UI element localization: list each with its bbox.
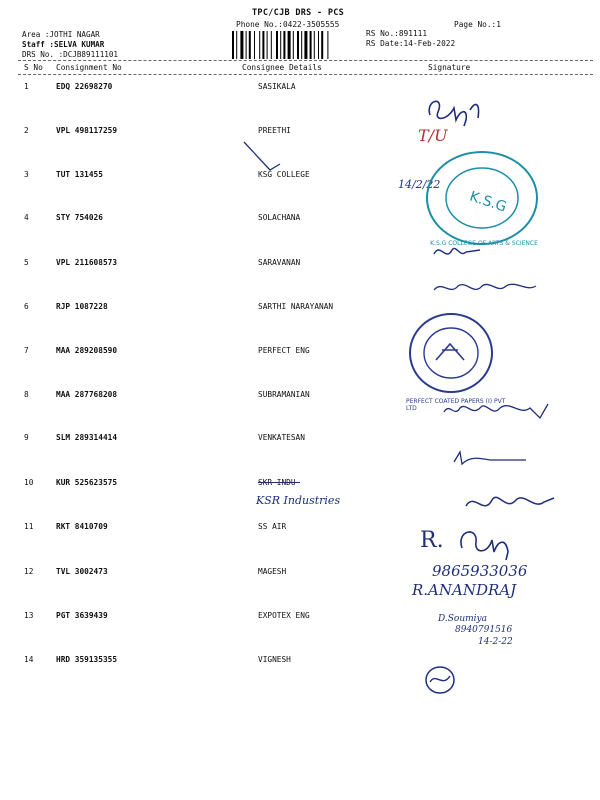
row-sno: 6 bbox=[24, 302, 29, 311]
company-stamp-text: PERFECT COATED PAPERS (I) PVT LTD bbox=[406, 398, 506, 412]
signature-scribble bbox=[454, 522, 524, 562]
sheet-title: TPC/CJB DRS - PCS bbox=[252, 8, 345, 18]
row-consignment: KUR 525623575 bbox=[56, 478, 118, 487]
col-header-sno: S No bbox=[24, 63, 43, 72]
table-row bbox=[0, 126, 600, 139]
row-consignee: VENKATESAN bbox=[258, 433, 305, 442]
row-consignee: KSG COLLEGE bbox=[258, 170, 310, 179]
table-row bbox=[0, 611, 600, 624]
signature-scribble bbox=[430, 278, 540, 298]
strike-line bbox=[258, 482, 300, 483]
row-sno: 7 bbox=[24, 346, 29, 355]
row-consignee: SARAVANAN bbox=[258, 258, 301, 267]
row-consignee: SARTHI NARAYANAN bbox=[258, 302, 334, 311]
handwritten-receiver-date: 14-2-22 bbox=[478, 637, 513, 647]
college-stamp-icon bbox=[422, 148, 542, 248]
row-sno: 9 bbox=[24, 433, 29, 442]
handwritten-phone: 9865933036 bbox=[432, 562, 528, 580]
row-consignment: VPL 211608573 bbox=[56, 258, 118, 267]
rs-date: RS Date:14-Feb-2022 bbox=[366, 39, 456, 48]
table-row bbox=[0, 433, 600, 446]
barcode-icon bbox=[232, 31, 352, 59]
college-stamp-text: K.S.G COLLEGE OF ARTS & SCIENCE bbox=[430, 240, 538, 247]
scribble-mark bbox=[240, 138, 290, 178]
row-consignment: EDQ 22698270 bbox=[56, 82, 113, 91]
svg-text:K.S.G: K.S.G bbox=[467, 188, 509, 216]
drs-number: DRS No. :DCJB89111101 bbox=[22, 50, 119, 59]
row-consignment: MAA 289208590 bbox=[56, 346, 118, 355]
signature-scribble bbox=[460, 486, 560, 520]
handwritten-date: 14/2/22 bbox=[398, 178, 441, 191]
row-sno: 4 bbox=[24, 213, 29, 222]
handwritten-company: KSR Industries bbox=[256, 494, 341, 507]
row-sno: 2 bbox=[24, 126, 29, 135]
row-consignee: PERFECT ENG bbox=[258, 346, 310, 355]
row-consignment: MAA 287768208 bbox=[56, 390, 118, 399]
header-right-block bbox=[366, 29, 455, 49]
divider bbox=[18, 74, 593, 75]
col-header-signature: Signature bbox=[428, 63, 471, 72]
row-sno: 14 bbox=[24, 655, 34, 664]
table-row bbox=[0, 346, 600, 359]
row-consignment: TVL 3002473 bbox=[56, 567, 108, 576]
page-number: Page No.:1 bbox=[454, 20, 501, 29]
area-label: Area :JOTHI NAGAR bbox=[22, 30, 100, 39]
handwritten-receiver: D.Soumiya bbox=[438, 614, 487, 624]
signature-scribble bbox=[450, 448, 530, 470]
row-consignee: EXPOTEX ENG bbox=[258, 611, 310, 620]
signature-scribble bbox=[420, 660, 460, 700]
row-consignment: RJP 1087228 bbox=[56, 302, 108, 311]
signature-scribble bbox=[440, 398, 560, 422]
row-consignee: SS AIR bbox=[258, 522, 287, 531]
rs-number: RS No.:891111 bbox=[366, 29, 428, 38]
row-consignee: SKR INDU bbox=[258, 478, 296, 487]
row-consignment: PGT 3639439 bbox=[56, 611, 108, 620]
row-sno: 13 bbox=[24, 611, 34, 620]
row-sno: 1 bbox=[24, 82, 29, 91]
row-consignee: VIGNESH bbox=[258, 655, 291, 664]
row-consignee: PREETHI bbox=[258, 126, 291, 135]
company-stamp-icon bbox=[406, 310, 496, 396]
staff-label: Staff :SELVA KUMAR bbox=[22, 40, 105, 49]
row-consignment: VPL 498117259 bbox=[56, 126, 118, 135]
col-header-consignee: Consignee Details bbox=[242, 63, 322, 72]
row-sno: 11 bbox=[24, 522, 34, 531]
handwritten-initial: R. bbox=[420, 528, 444, 553]
row-consignment: HRD 359135355 bbox=[56, 655, 118, 664]
handwritten-receiver-phone: 8940791516 bbox=[455, 625, 513, 635]
header-left-block bbox=[22, 30, 118, 60]
row-consignment: RKT 8410709 bbox=[56, 522, 108, 531]
handwritten-note: T/U bbox=[418, 126, 448, 145]
divider bbox=[18, 60, 593, 61]
row-consignee: SUBRAMANIAN bbox=[258, 390, 310, 399]
row-consignment: STY 754026 bbox=[56, 213, 103, 222]
table-row bbox=[0, 82, 600, 95]
table-row bbox=[0, 258, 600, 271]
signature-scribble bbox=[420, 90, 500, 130]
row-sno: 8 bbox=[24, 390, 29, 399]
row-sno: 12 bbox=[24, 567, 34, 576]
row-sno: 10 bbox=[24, 478, 34, 487]
handwritten-name: R.ANANDRAJ bbox=[412, 581, 517, 599]
row-sno: 3 bbox=[24, 170, 29, 179]
row-sno: 5 bbox=[24, 258, 29, 267]
row-consignee: MAGESH bbox=[258, 567, 287, 576]
row-consignment: SLM 289314414 bbox=[56, 433, 118, 442]
phone-number: Phone No.:0422-3505555 bbox=[236, 20, 340, 29]
table-row bbox=[0, 302, 600, 315]
row-consignment: TUT 131455 bbox=[56, 170, 103, 179]
row-consignee: SOLACHANA bbox=[258, 213, 301, 222]
col-header-consignment: Consignment No bbox=[56, 63, 122, 72]
row-consignee: SASIKALA bbox=[258, 82, 296, 91]
table-row bbox=[0, 655, 600, 668]
signature-scribble bbox=[430, 238, 490, 266]
